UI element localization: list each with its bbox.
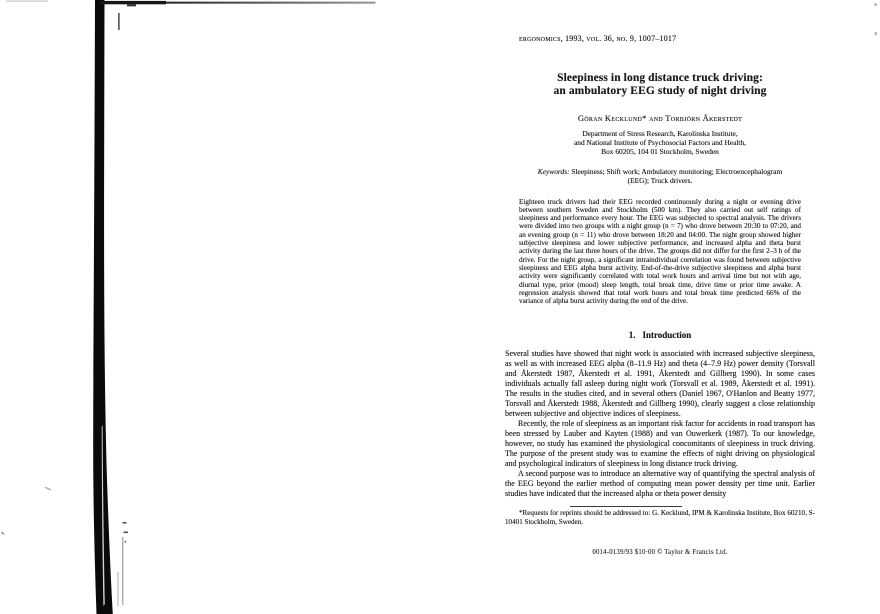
paper-title-line1: Sleepiness in long distance truck driving: [557,72,763,84]
top-edge-nick [127,4,136,7]
tick-mark [118,13,119,30]
bleed-dot [125,541,127,543]
reprints-footnote: *Requests for reprints should be addressed to: G. Kecklund, IPM & Karolinska Institute, Box 60210, S-10401 Stockholm, Sweden. [505,509,815,527]
article-column [505,0,815,556]
section-heading-introduction [505,330,815,340]
intro-paragraph-2: Recently, the role of sleepiness as an important risk factor for accidents in road transport has been stressed by Lauber and Kayten (1988) and van Ouwerkerk (1987). To our knowledge, however, no study has examined the physiological concomitants of sleepiness in truck driving. The purpose of the present study was to examine the effects of night driving on physiological and psychological indicators of sleepiness in long distance truck driving. [505,419,815,469]
journal-header: ergonomics, 1993, vol. 36, no. 9, 1007–1017 [519,34,677,43]
paper-title [505,72,815,97]
abstract: Eighteen truck drivers had their EEG recorded continuously during a night or evening drive between southern Sweden and Stockholm (500 km). They also carried out self ratings of sleepiness and performance every hour. The EEG was subjected to spectral analysis. The drivers were divided into two groups with a night group (n = 7) who drove between 20:30 to 07:20, and an evening group (n = 11) who drove between 18:20 and 04:00. The night group showed higher subjective sleepiness and lower subjective performance, and increased alpha and theta burst activity during the last three hours of the drive. The groups did not differ for the first 2–3 h of the drive. For the night group, a significant intraindividual correlation was found between subjective sleepiness and EEG alpha burst activity. End-of-the-drive subjective sleepiness and alpha burst activity were significantly correlated with total work hours and arrival time but not with age, diurnal type, prior (mood) sleep length, total break time, drive time or prior time awake. A regression analysis showed that total work hours and total break time predicted 66% of the variance of alpha burst activity during the end of the drive. [519,197,801,306]
speck-4 [875,4,877,6]
copyright-imprint: 0014-0139/93 $10·00 © Taylor & Francis Ltd. [592,549,728,557]
bleed-dash-1 [123,522,127,524]
keywords-line2: (EEG); Truck drivers. [627,175,693,185]
affiliation-line2: and National Institute of Psychosocial Factors and Health, [574,138,746,147]
keywords-list-part1: Sleepiness; Shift work; Ambulatory monitoring; Electroencephalogram [569,167,783,176]
section-number: 1. [628,330,636,341]
affiliation-line1: Department of Stress Research, Karolinska Institute, [582,129,738,138]
intro-paragraph-3: A second purpose was to introduce an alternative way of quantifying the spectral analysis of the EEG beyond the earlier method of computing mean power density per time unit. Earlier studies have indicated that the increased alpha or theta power density [505,469,815,499]
speck-5 [875,32,877,35]
intro-paragraph-1: Several studies have showed that night work is associated with increased subjective sleepiness, as well as with increased EEG alpha (8–11.9 Hz) and theta (4–7.9 Hz) power density (Torsvall and Åkerstedt 1987, Åkerstedt et al. 1991, Åkerstedt and Gillberg 1990). In some cases individuals actually fall asleep during night work (Torsvall et al. 1989, Åkerstedt et al. 1991). The results in the studies cited, and in several others (Daniel 1967, O'Hanlon and Beatty 1977, Torsvall and Åkerstedt 1988, Åkerstedt and Gillberg 1990), clearly suggest a close relationship between subjective and objective indices of sleepiness. [505,349,815,419]
affiliation-block [505,129,815,156]
bleed-line-2 [118,572,119,606]
paper-title-line2: an ambulatory EEG study of night driving [553,84,767,97]
keywords-label: Keywords: [537,167,570,176]
bleed-line-1 [122,537,123,605]
speck-2 [1,532,5,535]
bleed-dash-2 [124,532,129,534]
speck-1 [45,487,51,491]
authors-line: Göran Kecklund* and Torbjörn Åkerstedt [577,113,743,123]
affiliation-line3: Box 60205, 104 01 Stockholm, Sweden [601,147,719,156]
section-title: Introduction [642,330,692,341]
speck-3 [6,1,48,2]
top-edge-blob [100,1,166,4]
footnote-separator [570,506,682,507]
keywords-block [505,168,815,186]
